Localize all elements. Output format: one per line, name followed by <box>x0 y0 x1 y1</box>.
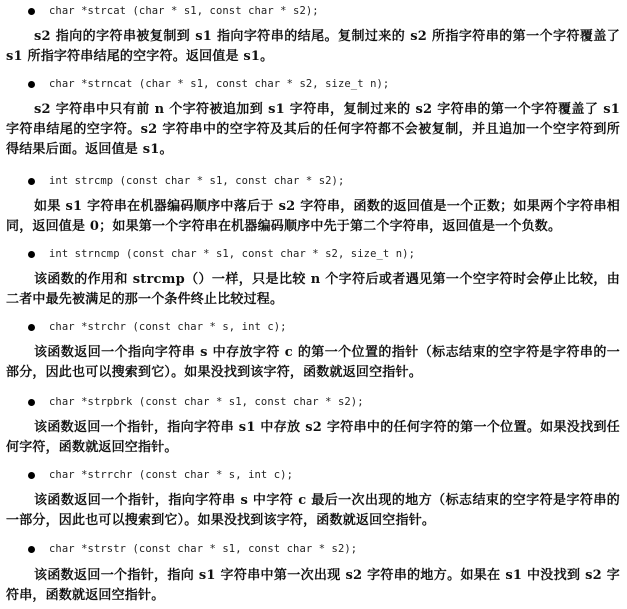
function-description: 该函数返回一个指针，指向 s1 字符串中第一次出现 s2 字符串的地方。如果在 s1 中没找到 s2 字符串，函数就返回空指针。 <box>6 568 620 603</box>
function-signature <box>28 394 364 410</box>
function-description: s2 字符串中只有前 n 个字符被追加到 s1 字符串，复制过来的 s2 字符串的第一个字符覆盖了 s1 字符串结尾的空字符。s2 字符串中的空字符及其后的任何字符都不会被复制，并且追加一个空字符到所得结果后面。返回值是 s1。 <box>6 102 620 157</box>
signature-text: int strcmp (const char * s1, const char * s2); <box>49 175 345 187</box>
bullet-icon <box>28 251 35 258</box>
bullet-icon <box>28 472 35 479</box>
function-description: 该函数返回一个指向字符串 s 中存放字符 c 的第一个位置的指针（标志结束的空字符是字符串的一部分，因此也可以搜索到它）。如果没找到该字符，函数就返回空指针。 <box>6 345 620 380</box>
signature-text: char *strrchr (const char * s, int c); <box>49 469 294 481</box>
function-description: 如果 s1 字符串在机器编码顺序中落后于 s2 字符串，函数的返回值是一个正数；如果两个字符串相同，返回值是 0；如果第一个字符串在机器编码顺序中先于第二个字符串，返回值是一个负数。 <box>6 199 620 234</box>
function-signature <box>28 3 319 19</box>
function-signature <box>28 76 389 92</box>
function-signature <box>28 319 287 335</box>
function-signature <box>28 173 344 189</box>
signature-text: char *strstr (const char * s1, const char * s2); <box>49 543 358 555</box>
bullet-icon <box>28 546 35 553</box>
function-description: s2 指向的字符串被复制到 s1 指向字符串的结尾。复制过来的 s2 所指字符串的第一个字符覆盖了 s1 所指字符串结尾的空字符。返回值是 s1。 <box>6 29 620 64</box>
signature-text: char *strchr (const char * s, int c); <box>49 321 287 333</box>
signature-text: char *strpbrk (const char * s1, const char * s2); <box>49 396 364 408</box>
function-signature <box>28 246 415 262</box>
bullet-icon <box>28 8 35 15</box>
signature-text: char *strcat (char * s1, const char * s2); <box>49 5 319 17</box>
bullet-icon <box>28 324 35 331</box>
function-description: 该函数返回一个指针，指向字符串 s 中字符 c 最后一次出现的地方（标志结束的空字符是字符串的一部分，因此也可以搜索到它）。如果没找到该字符，函数就返回空指针。 <box>6 493 620 528</box>
signature-text: char *strncat (char * s1, const char * s2, size_t n); <box>49 78 390 90</box>
bullet-icon <box>28 81 35 88</box>
function-description: 该函数的作用和 strcmp（）一样，只是比较 n 个字符后或者遇见第一个空字符时会停止比较，由二者中最先被满足的那一个条件终止比较过程。 <box>6 272 620 307</box>
signature-text: int strncmp (const char * s1, const char * s2, size_t n); <box>49 248 416 260</box>
bullet-icon <box>28 399 35 406</box>
function-signature <box>28 467 293 483</box>
bullet-icon <box>28 178 35 185</box>
function-description: 该函数返回一个指针，指向字符串 s1 中存放 s2 字符串中的任何字符的第一个位置。如果没找到任何字符，函数就返回空指针。 <box>6 420 620 455</box>
function-signature <box>28 541 357 557</box>
